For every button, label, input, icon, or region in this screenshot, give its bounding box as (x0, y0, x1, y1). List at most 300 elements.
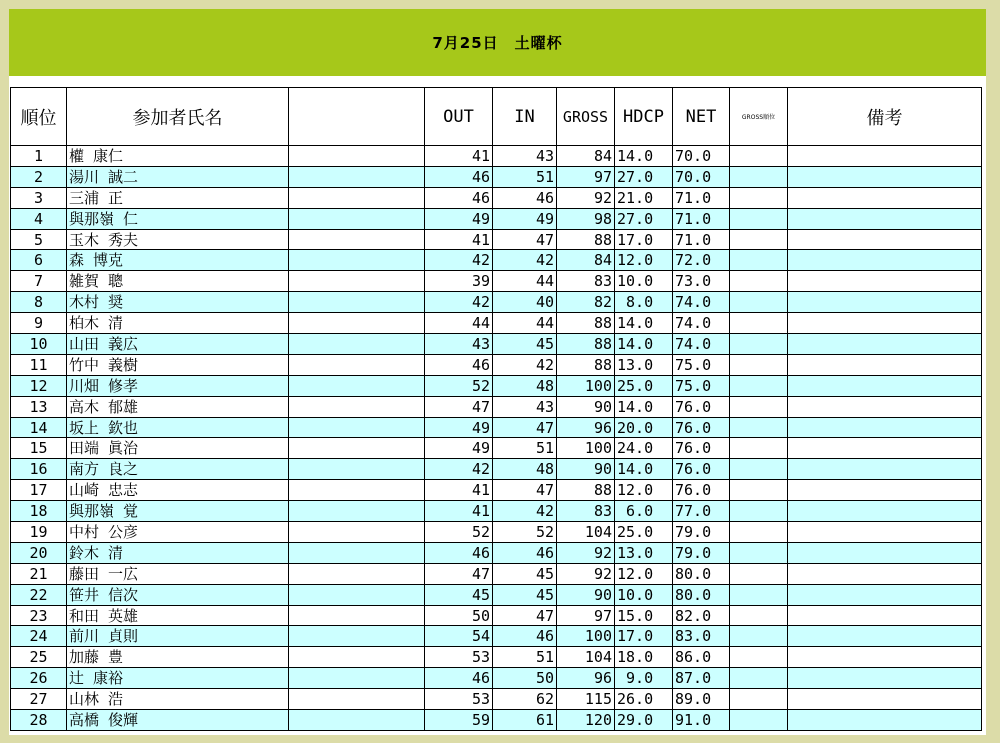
in-cell: 51 (493, 166, 557, 187)
name-cell: 和田 英雄 (67, 605, 289, 626)
net-cell: 79.0 (673, 542, 730, 563)
name-extra-cell (289, 542, 425, 563)
hdcp-cell: 14.0 (615, 459, 673, 480)
name-extra-cell (289, 522, 425, 543)
gross-rank-cell (730, 459, 788, 480)
remarks-cell (788, 354, 982, 375)
in-cell: 44 (493, 313, 557, 334)
out-cell: 46 (425, 166, 493, 187)
gross-rank-cell (730, 354, 788, 375)
net-cell: 91.0 (673, 710, 730, 731)
name-cell: 柏木 清 (67, 313, 289, 334)
out-cell: 53 (425, 647, 493, 668)
table-row (11, 710, 982, 731)
net-cell: 70.0 (673, 166, 730, 187)
name-extra-cell (289, 292, 425, 313)
gross-rank-cell (730, 605, 788, 626)
net-cell: 80.0 (673, 563, 730, 584)
remarks-cell (788, 292, 982, 313)
in-cell: 62 (493, 689, 557, 710)
out-cell: 44 (425, 313, 493, 334)
title-banner (9, 9, 986, 76)
remarks-cell (788, 166, 982, 187)
table-row (11, 542, 982, 563)
net-cell: 74.0 (673, 313, 730, 334)
gross-rank-cell (730, 647, 788, 668)
gross-cell: 83 (557, 271, 615, 292)
rank-cell: 8 (11, 292, 67, 313)
remarks-cell (788, 522, 982, 543)
name-extra-cell (289, 334, 425, 355)
header-gross: GROSS (557, 88, 615, 146)
table-row (11, 271, 982, 292)
out-cell: 46 (425, 354, 493, 375)
gross-rank-cell (730, 689, 788, 710)
scoresheet (9, 9, 986, 735)
remarks-cell (788, 480, 982, 501)
name-extra-cell (289, 563, 425, 584)
net-cell: 80.0 (673, 584, 730, 605)
header-row (11, 88, 982, 146)
gross-rank-cell (730, 417, 788, 438)
gross-rank-cell (730, 187, 788, 208)
rank-cell: 5 (11, 229, 67, 250)
gross-rank-cell (730, 710, 788, 731)
table-row (11, 313, 982, 334)
gross-cell: 100 (557, 375, 615, 396)
net-cell: 77.0 (673, 501, 730, 522)
net-cell: 89.0 (673, 689, 730, 710)
rank-cell: 25 (11, 647, 67, 668)
hdcp-cell: 20.0 (615, 417, 673, 438)
remarks-cell (788, 647, 982, 668)
hdcp-cell: 27.0 (615, 208, 673, 229)
out-cell: 42 (425, 250, 493, 271)
name-cell: 鈴木 清 (67, 542, 289, 563)
in-cell: 46 (493, 626, 557, 647)
gross-cell: 97 (557, 605, 615, 626)
hdcp-cell: 8.0 (615, 292, 673, 313)
remarks-cell (788, 375, 982, 396)
rank-cell: 3 (11, 187, 67, 208)
net-cell: 83.0 (673, 626, 730, 647)
gross-cell: 100 (557, 626, 615, 647)
hdcp-cell: 13.0 (615, 354, 673, 375)
hdcp-cell: 10.0 (615, 584, 673, 605)
in-cell: 50 (493, 668, 557, 689)
rank-cell: 19 (11, 522, 67, 543)
name-cell: 坂上 欽也 (67, 417, 289, 438)
gross-cell: 88 (557, 480, 615, 501)
name-extra-cell (289, 271, 425, 292)
gross-cell: 88 (557, 229, 615, 250)
header-net: NET (673, 88, 730, 146)
rank-cell: 28 (11, 710, 67, 731)
net-cell: 71.0 (673, 229, 730, 250)
remarks-cell (788, 208, 982, 229)
rank-cell: 27 (11, 689, 67, 710)
name-cell: 權 康仁 (67, 146, 289, 167)
rank-cell: 17 (11, 480, 67, 501)
rank-cell: 16 (11, 459, 67, 480)
net-cell: 76.0 (673, 459, 730, 480)
rank-cell: 15 (11, 438, 67, 459)
net-cell: 74.0 (673, 334, 730, 355)
header-name-extra (289, 88, 425, 146)
remarks-cell (788, 584, 982, 605)
name-extra-cell (289, 647, 425, 668)
gross-rank-cell (730, 146, 788, 167)
table-row (11, 292, 982, 313)
remarks-cell (788, 396, 982, 417)
header-out: OUT (425, 88, 493, 146)
rank-cell: 6 (11, 250, 67, 271)
remarks-cell (788, 710, 982, 731)
results-table (10, 87, 982, 731)
net-cell: 76.0 (673, 396, 730, 417)
out-cell: 43 (425, 334, 493, 355)
name-extra-cell (289, 313, 425, 334)
table-row (11, 438, 982, 459)
table-row (11, 187, 982, 208)
out-cell: 47 (425, 396, 493, 417)
remarks-cell (788, 438, 982, 459)
name-cell: 山田 義広 (67, 334, 289, 355)
table-row (11, 480, 982, 501)
rank-cell: 1 (11, 146, 67, 167)
net-cell: 72.0 (673, 250, 730, 271)
gross-rank-cell (730, 166, 788, 187)
name-extra-cell (289, 187, 425, 208)
name-extra-cell (289, 459, 425, 480)
gross-rank-cell (730, 229, 788, 250)
name-extra-cell (289, 501, 425, 522)
net-cell: 70.0 (673, 146, 730, 167)
remarks-cell (788, 146, 982, 167)
out-cell: 46 (425, 542, 493, 563)
rank-cell: 14 (11, 417, 67, 438)
in-cell: 45 (493, 584, 557, 605)
gross-cell: 88 (557, 334, 615, 355)
out-cell: 41 (425, 146, 493, 167)
net-cell: 76.0 (673, 417, 730, 438)
name-cell: 竹中 義樹 (67, 354, 289, 375)
table-row (11, 563, 982, 584)
gross-rank-cell (730, 375, 788, 396)
hdcp-cell: 27.0 (615, 166, 673, 187)
name-extra-cell (289, 208, 425, 229)
name-cell: 山崎 忠志 (67, 480, 289, 501)
remarks-cell (788, 689, 982, 710)
table-row (11, 522, 982, 543)
in-cell: 47 (493, 229, 557, 250)
remarks-cell (788, 417, 982, 438)
gross-rank-cell (730, 271, 788, 292)
table-row (11, 354, 982, 375)
out-cell: 41 (425, 229, 493, 250)
header-name: 参加者氏名 (67, 88, 289, 146)
net-cell: 76.0 (673, 480, 730, 501)
name-extra-cell (289, 584, 425, 605)
table-row (11, 417, 982, 438)
table-row (11, 459, 982, 480)
hdcp-cell: 14.0 (615, 334, 673, 355)
remarks-cell (788, 250, 982, 271)
header-remarks: 備考 (788, 88, 982, 146)
table-row (11, 250, 982, 271)
table-row (11, 334, 982, 355)
net-cell: 75.0 (673, 375, 730, 396)
net-cell: 82.0 (673, 605, 730, 626)
hdcp-cell: 24.0 (615, 438, 673, 459)
out-cell: 49 (425, 208, 493, 229)
net-cell: 79.0 (673, 522, 730, 543)
in-cell: 48 (493, 459, 557, 480)
in-cell: 42 (493, 250, 557, 271)
hdcp-cell: 12.0 (615, 250, 673, 271)
rank-cell: 20 (11, 542, 67, 563)
out-cell: 50 (425, 605, 493, 626)
in-cell: 46 (493, 542, 557, 563)
gross-cell: 84 (557, 146, 615, 167)
name-cell: 木村 奨 (67, 292, 289, 313)
in-cell: 61 (493, 710, 557, 731)
hdcp-cell: 25.0 (615, 375, 673, 396)
hdcp-cell: 21.0 (615, 187, 673, 208)
table-row (11, 689, 982, 710)
gross-cell: 104 (557, 647, 615, 668)
gross-cell: 96 (557, 668, 615, 689)
rank-cell: 11 (11, 354, 67, 375)
gross-cell: 90 (557, 584, 615, 605)
out-cell: 42 (425, 292, 493, 313)
gross-cell: 92 (557, 542, 615, 563)
gross-rank-cell (730, 396, 788, 417)
out-cell: 46 (425, 668, 493, 689)
gross-cell: 84 (557, 250, 615, 271)
rank-cell: 24 (11, 626, 67, 647)
remarks-cell (788, 313, 982, 334)
net-cell: 71.0 (673, 208, 730, 229)
net-cell: 71.0 (673, 187, 730, 208)
rank-cell: 7 (11, 271, 67, 292)
gross-cell: 96 (557, 417, 615, 438)
in-cell: 42 (493, 501, 557, 522)
out-cell: 52 (425, 522, 493, 543)
gross-rank-cell (730, 668, 788, 689)
hdcp-cell: 6.0 (615, 501, 673, 522)
table-row (11, 605, 982, 626)
gross-cell: 90 (557, 459, 615, 480)
rank-cell: 4 (11, 208, 67, 229)
gross-cell: 98 (557, 208, 615, 229)
out-cell: 54 (425, 626, 493, 647)
name-cell: 與那嶺 覚 (67, 501, 289, 522)
gross-rank-cell (730, 522, 788, 543)
gross-cell: 83 (557, 501, 615, 522)
rank-cell: 23 (11, 605, 67, 626)
out-cell: 49 (425, 417, 493, 438)
name-extra-cell (289, 166, 425, 187)
name-cell: 高橋 俊輝 (67, 710, 289, 731)
hdcp-cell: 25.0 (615, 522, 673, 543)
remarks-cell (788, 563, 982, 584)
gross-rank-cell (730, 313, 788, 334)
in-cell: 45 (493, 563, 557, 584)
table-row (11, 668, 982, 689)
hdcp-cell: 9.0 (615, 668, 673, 689)
in-cell: 48 (493, 375, 557, 396)
hdcp-cell: 17.0 (615, 626, 673, 647)
name-cell: 與那嶺 仁 (67, 208, 289, 229)
name-cell: 辻 康裕 (67, 668, 289, 689)
in-cell: 43 (493, 146, 557, 167)
hdcp-cell: 14.0 (615, 313, 673, 334)
gross-rank-cell (730, 563, 788, 584)
rank-cell: 2 (11, 166, 67, 187)
remarks-cell (788, 229, 982, 250)
gross-rank-cell (730, 501, 788, 522)
in-cell: 43 (493, 396, 557, 417)
hdcp-cell: 29.0 (615, 710, 673, 731)
header-hdcp: HDCP (615, 88, 673, 146)
page-title: 7月25日 土曜杯 (432, 34, 563, 52)
name-cell: 笹井 信次 (67, 584, 289, 605)
name-extra-cell (289, 480, 425, 501)
name-extra-cell (289, 375, 425, 396)
name-extra-cell (289, 354, 425, 375)
out-cell: 49 (425, 438, 493, 459)
gross-rank-cell (730, 208, 788, 229)
name-extra-cell (289, 710, 425, 731)
name-cell: 雑賀 聰 (67, 271, 289, 292)
table-row (11, 501, 982, 522)
in-cell: 51 (493, 438, 557, 459)
rank-cell: 21 (11, 563, 67, 584)
hdcp-cell: 17.0 (615, 229, 673, 250)
remarks-cell (788, 668, 982, 689)
gross-cell: 120 (557, 710, 615, 731)
gross-cell: 92 (557, 563, 615, 584)
in-cell: 44 (493, 271, 557, 292)
remarks-cell (788, 542, 982, 563)
gross-rank-cell (730, 480, 788, 501)
net-cell: 74.0 (673, 292, 730, 313)
out-cell: 42 (425, 459, 493, 480)
gross-cell: 104 (557, 522, 615, 543)
remarks-cell (788, 605, 982, 626)
table-row (11, 229, 982, 250)
gross-rank-cell (730, 250, 788, 271)
name-cell: 森 博克 (67, 250, 289, 271)
table-row (11, 584, 982, 605)
in-cell: 40 (493, 292, 557, 313)
hdcp-cell: 14.0 (615, 146, 673, 167)
gross-rank-cell (730, 584, 788, 605)
hdcp-cell: 15.0 (615, 605, 673, 626)
in-cell: 51 (493, 647, 557, 668)
in-cell: 47 (493, 605, 557, 626)
gross-rank-cell (730, 438, 788, 459)
table-row (11, 626, 982, 647)
net-cell: 73.0 (673, 271, 730, 292)
out-cell: 47 (425, 563, 493, 584)
gross-cell: 90 (557, 396, 615, 417)
gross-cell: 97 (557, 166, 615, 187)
name-extra-cell (289, 605, 425, 626)
remarks-cell (788, 501, 982, 522)
hdcp-cell: 13.0 (615, 542, 673, 563)
gross-cell: 92 (557, 187, 615, 208)
name-cell: 田端 眞治 (67, 438, 289, 459)
gross-rank-cell (730, 292, 788, 313)
out-cell: 45 (425, 584, 493, 605)
name-cell: 南方 良之 (67, 459, 289, 480)
name-cell: 山林 浩 (67, 689, 289, 710)
table-row (11, 375, 982, 396)
in-cell: 47 (493, 480, 557, 501)
name-extra-cell (289, 396, 425, 417)
table-row (11, 208, 982, 229)
gross-rank-cell (730, 334, 788, 355)
out-cell: 52 (425, 375, 493, 396)
in-cell: 42 (493, 354, 557, 375)
gross-cell: 88 (557, 313, 615, 334)
in-cell: 52 (493, 522, 557, 543)
gross-cell: 100 (557, 438, 615, 459)
gross-cell: 115 (557, 689, 615, 710)
out-cell: 53 (425, 689, 493, 710)
rank-cell: 13 (11, 396, 67, 417)
name-extra-cell (289, 146, 425, 167)
net-cell: 86.0 (673, 647, 730, 668)
name-extra-cell (289, 438, 425, 459)
name-cell: 玉木 秀夫 (67, 229, 289, 250)
rank-cell: 26 (11, 668, 67, 689)
gross-rank-cell (730, 542, 788, 563)
in-cell: 46 (493, 187, 557, 208)
out-cell: 41 (425, 480, 493, 501)
in-cell: 49 (493, 208, 557, 229)
name-extra-cell (289, 689, 425, 710)
name-cell: 高木 郁雄 (67, 396, 289, 417)
hdcp-cell: 18.0 (615, 647, 673, 668)
name-cell: 藤田 一広 (67, 563, 289, 584)
out-cell: 39 (425, 271, 493, 292)
name-extra-cell (289, 417, 425, 438)
in-cell: 47 (493, 417, 557, 438)
rank-cell: 18 (11, 501, 67, 522)
name-extra-cell (289, 229, 425, 250)
table-row (11, 166, 982, 187)
hdcp-cell: 12.0 (615, 563, 673, 584)
name-cell: 川畑 修孝 (67, 375, 289, 396)
rank-cell: 22 (11, 584, 67, 605)
out-cell: 41 (425, 501, 493, 522)
gross-cell: 88 (557, 354, 615, 375)
hdcp-cell: 10.0 (615, 271, 673, 292)
out-cell: 46 (425, 187, 493, 208)
gross-cell: 82 (557, 292, 615, 313)
name-extra-cell (289, 250, 425, 271)
table-row (11, 647, 982, 668)
table-row (11, 396, 982, 417)
header-rank: 順位 (11, 88, 67, 146)
hdcp-cell: 14.0 (615, 396, 673, 417)
rank-cell: 9 (11, 313, 67, 334)
name-cell: 前川 貞則 (67, 626, 289, 647)
name-cell: 湯川 誠二 (67, 166, 289, 187)
